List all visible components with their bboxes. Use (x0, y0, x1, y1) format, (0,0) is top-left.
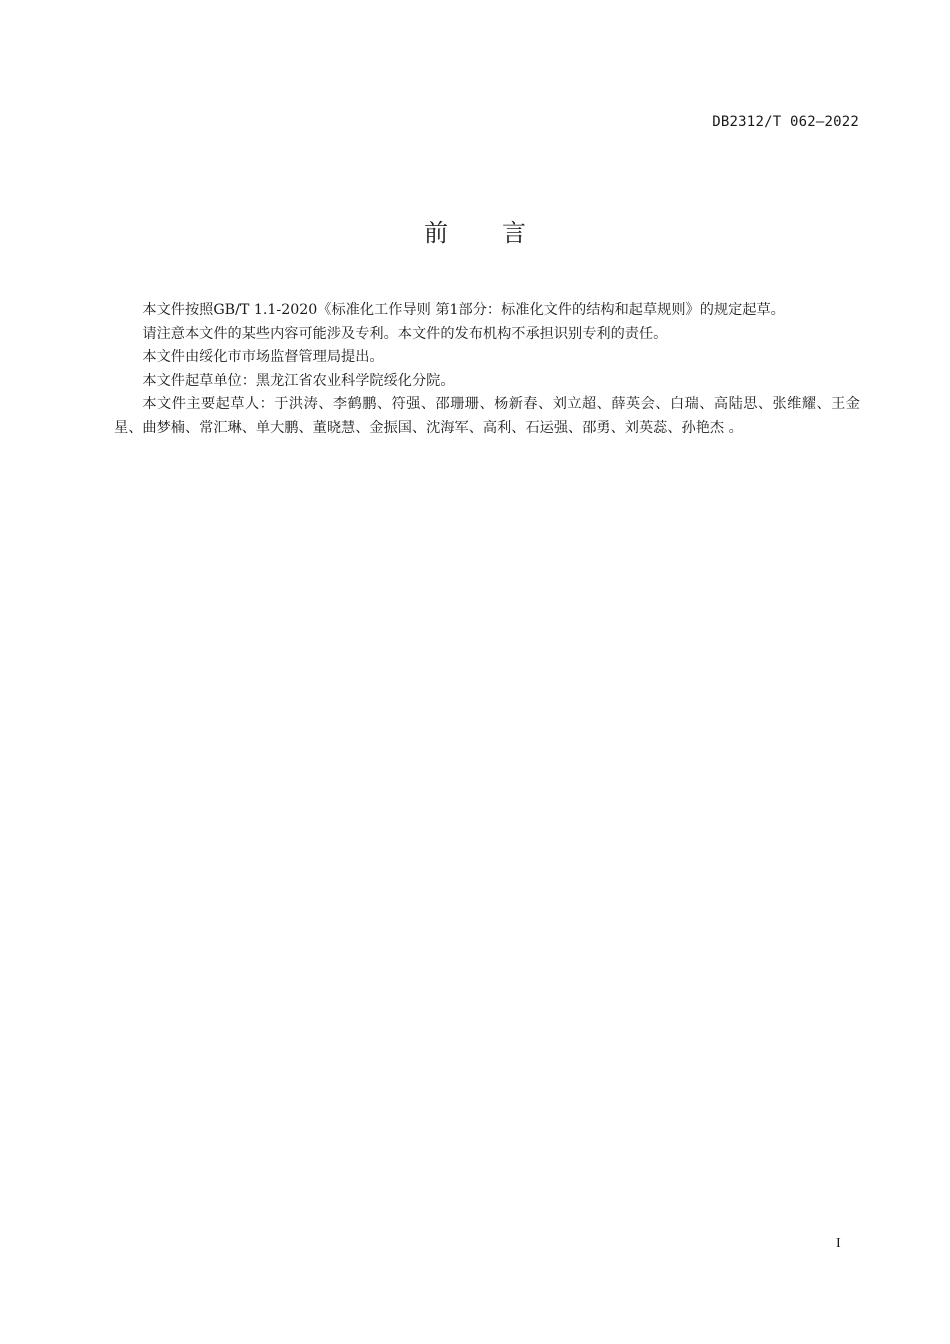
title-char-2: 言 (502, 219, 526, 247)
foreword-body (114, 299, 860, 441)
page-number: I (836, 1236, 841, 1251)
document-code: DB2312/T 062—2022 (712, 114, 859, 130)
paragraph-drafters: 本文件主要起草人：于洪涛、李鹤鹏、符强、邵珊珊、杨新春、刘立超、薛英会、白瑞、高陆思、张维耀、王金星、曲梦楠、常汇琳、单大鹏、董晓慧、金振国、沈海军、高利、石运强、邵勇、刘英蕊、孙艳杰 。 (114, 396, 860, 436)
title-char-1: 前 (424, 219, 448, 247)
paragraph-drafting-rules: 本文件按照GB/T 1.1-2020《标准化工作导则 第1部分：标准化文件的结构和起草规则》的规定起草。 (142, 302, 785, 318)
page-title (0, 213, 950, 248)
paragraph-patent-notice: 请注意本文件的某些内容可能涉及专利。本文件的发布机构不承担识别专利的责任。 (142, 325, 668, 342)
paragraph-proposer: 本文件由绥化市市场监督管理局提出。 (142, 349, 384, 366)
paragraph-drafting-unit: 本文件起草单位：黑龙江省农业科学院绥化分院。 (142, 372, 455, 389)
